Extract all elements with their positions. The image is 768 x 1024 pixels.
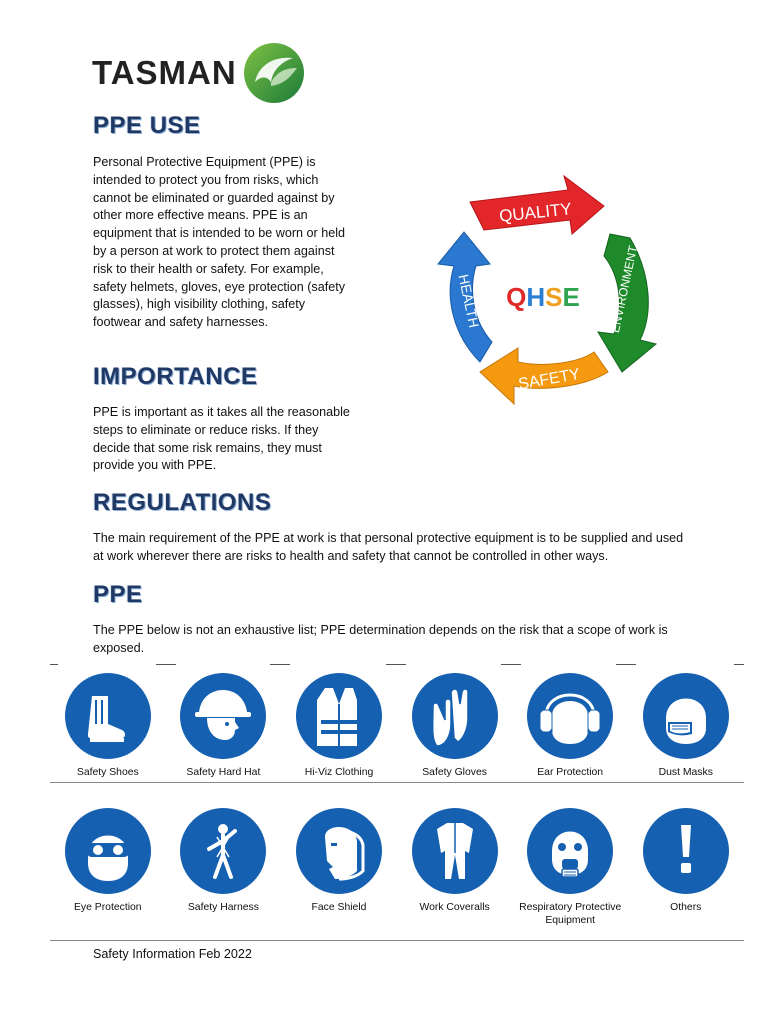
safety-arrow [480, 348, 608, 404]
ppe-item-respiratory [512, 803, 628, 941]
qhse-letter-h: H [526, 282, 546, 312]
ppe-item-gloves [397, 668, 513, 806]
ppe-label: Eye Protection [74, 902, 142, 913]
quality-arrow [470, 176, 604, 234]
ppe-item-hard-hat [166, 668, 282, 806]
health-label: HEALTH [455, 272, 483, 330]
ppe-item-ear-protection [512, 668, 628, 806]
ppe-item-hi-viz [281, 668, 397, 806]
qhse-letter-s: S [545, 282, 563, 312]
heading-ppe-use: PPE USE [93, 112, 201, 139]
qhse-cycle-diagram [418, 172, 672, 418]
logo-text: TASMAN [92, 54, 237, 91]
heading-importance: IMPORTANCE [93, 363, 258, 390]
company-logo [92, 42, 307, 104]
ppe-label: Work Coveralls [419, 902, 490, 913]
ppe-label: Dust Masks [658, 767, 713, 778]
ppe-label: Safety Gloves [422, 767, 487, 778]
environment-label: ENVIRONMENT [608, 244, 641, 334]
ppe-item-eye-protection [50, 803, 166, 941]
logo-swirl-icon [241, 42, 307, 104]
dust-mask-icon [642, 672, 730, 760]
ppe-row-1 [50, 668, 744, 806]
heading-ppe: PPE [93, 581, 143, 608]
safety-label: SAFETY [517, 365, 582, 394]
quality-label: QUALITY [498, 199, 573, 226]
qhse-letter-e: E [562, 282, 580, 312]
environment-arrow [598, 234, 656, 372]
ppe-item-dust-masks [628, 668, 744, 806]
ear-muffs-icon [526, 672, 614, 760]
table-top-border [50, 664, 744, 668]
qhse-center-text [506, 282, 580, 312]
harness-icon [179, 807, 267, 895]
heading-regulations: REGULATIONS [93, 489, 272, 516]
face-shield-icon [295, 807, 383, 895]
ppe-label: Respiratory Protective Equipment [519, 902, 622, 926]
page-footer: Safety Information Feb 2022 [93, 947, 252, 961]
gloves-icon [411, 672, 499, 760]
exclamation-icon [642, 807, 730, 895]
qhse-letter-q: Q [506, 282, 527, 312]
coveralls-icon [411, 807, 499, 895]
hard-hat-icon [179, 672, 267, 760]
ppe-label: Others [670, 902, 702, 913]
hi-viz-vest-icon [295, 672, 383, 760]
goggles-icon [64, 807, 152, 895]
ppe-item-others [628, 803, 744, 941]
importance-text: PPE is important as it takes all the reasonable steps to eliminate or reduce risks. If they decide that some risk remains, they must provide you with PPE. [93, 405, 350, 473]
ppe-row-2 [50, 803, 744, 941]
ppe-text: The PPE below is not an exhaustive list; PPE determination depends on the risk that a scope of work is exposed. [93, 623, 668, 655]
health-arrow [438, 232, 492, 362]
ppe-label: Safety Harness [187, 902, 259, 913]
ppe-label: Ear Protection [537, 767, 604, 778]
ppe-item-safety-harness [166, 803, 282, 941]
respirator-icon [526, 807, 614, 895]
regulations-text: The main requirement of the PPE at work is that personal protective equipment is to be supplied and used at work wherever there are risks to health and safety that cannot be controlled in other ways. [93, 531, 684, 563]
ppe-label: Safety Shoes [76, 767, 139, 778]
ppe-item-work-coveralls [397, 803, 513, 941]
ppe-item-face-shield [281, 803, 397, 941]
ppe-icon-table [50, 664, 744, 941]
ppe-label: Safety Hard Hat [186, 767, 261, 778]
safety-shoes-icon [64, 672, 152, 760]
ppe-use-text: Personal Protective Equipment (PPE) is intended to protect you from risks, which cannot be eliminated or guarded against by other more effective means. PPE is an equipment that is intended to be worn or held by a person at work to protect them against risk to their health or safety. For example, safety helmets, gloves, eye protection (safety glasses), high visibility clothing, safety footwear and safety harnesses. [93, 155, 346, 330]
ppe-label: Hi-Viz Clothing [304, 767, 374, 778]
ppe-label: Face Shield [311, 902, 367, 913]
ppe-item-safety-shoes [50, 668, 166, 806]
